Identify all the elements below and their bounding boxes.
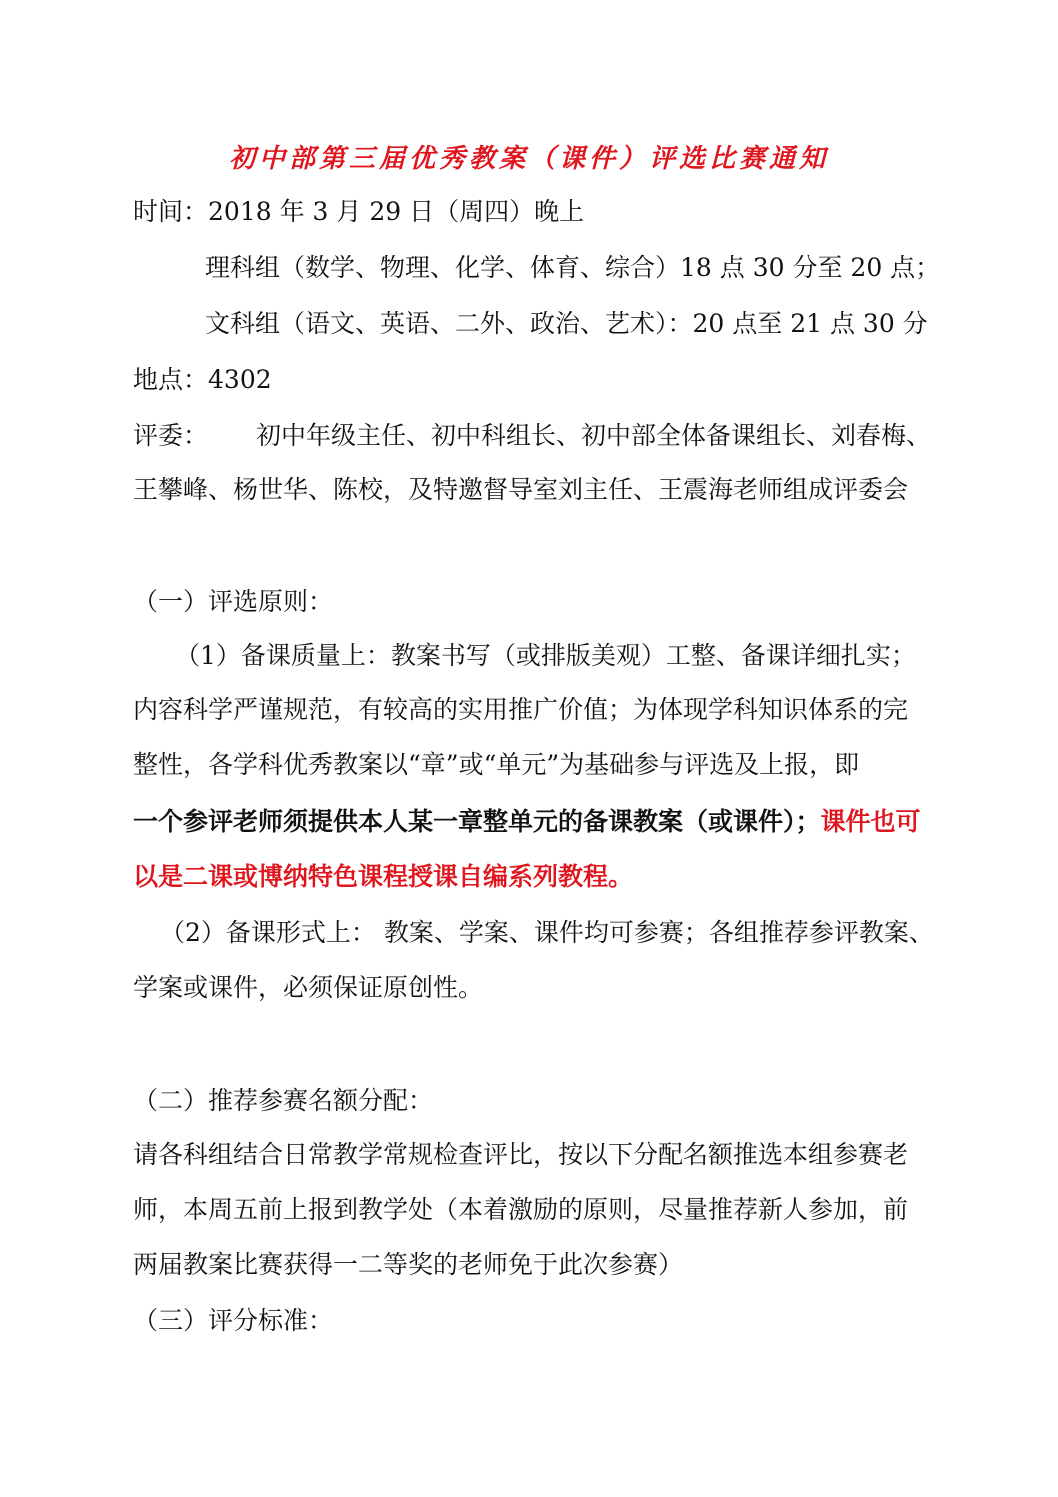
principle-1-red-text: 课件也可 [820, 807, 921, 836]
time-label: 时间： [133, 197, 209, 226]
section3-heading: （三）评分标准： [133, 1306, 334, 1335]
section2-line-3: 两届教案比赛获得一二等奖的老师免于此次参赛） [133, 1250, 684, 1279]
place-label: 地点： [133, 365, 209, 394]
principle-1-line-3: 整性，各学科优秀教案以“章”或“单元”为基础参与评选及上报，即 [133, 750, 860, 779]
judges-label: 评委： [133, 421, 209, 450]
principle-1-line-5: 以是二课或博纳特色课程授课自编系列教程。 [133, 862, 634, 891]
section2-heading: （二）推荐参赛名额分配： [133, 1086, 434, 1115]
principle-1-line-2: 内容科学严谨规范，有较高的实用推广价值；为体现学科知识体系的完 [133, 695, 909, 724]
section1-heading: （一）评选原则： [133, 587, 334, 616]
judges-text-2: 王攀峰、杨世华、陈校，及特邀督导室刘主任、王震海老师组成评委会 [133, 475, 909, 504]
time-value: 2018 年 3 月 29 日（周四）晚上 [208, 197, 585, 226]
place-value: 4302 [208, 365, 272, 394]
judges-text-1: 初中年级主任、初中科组长、初中部全体备课组长、刘春梅、 [256, 421, 932, 450]
principle-1-line-4 [133, 806, 921, 838]
section2-line-1: 请各科组结合日常教学常规检查评比，按以下分配名额推选本组参赛老 [133, 1140, 909, 1169]
science-group-schedule: 理科组（数学、物理、化学、体育、综合）18 点 30 分至 20 点； [205, 253, 941, 282]
arts-group-schedule: 文科组（语文、英语、二外、政治、艺术）：20 点至 21 点 30 分 [205, 309, 928, 338]
principle-2-line-2: 学案或课件，必须保证原创性。 [133, 973, 484, 1002]
document-title: 初中部第三届优秀教案（课件）评选比赛通知 [228, 144, 829, 174]
section2-line-2: 师，本周五前上报到教学处（本着激励的原则，尽量推荐新人参加，前 [133, 1195, 909, 1224]
principle-1-line-1: （1）备课质量上：教案书写（或排版美观）工整、备课详细扎实； [175, 641, 916, 670]
time-line [133, 196, 584, 228]
principle-2-line-1: （2）备课形式上： 教案、学案、课件均可参赛；各组推荐参评教案、 [160, 918, 934, 947]
principle-1-bold-text: 一个参评老师须提供本人某一章整单元的备课教案（或课件）； [133, 807, 821, 836]
judges-line [133, 420, 931, 452]
place-line [133, 364, 272, 396]
